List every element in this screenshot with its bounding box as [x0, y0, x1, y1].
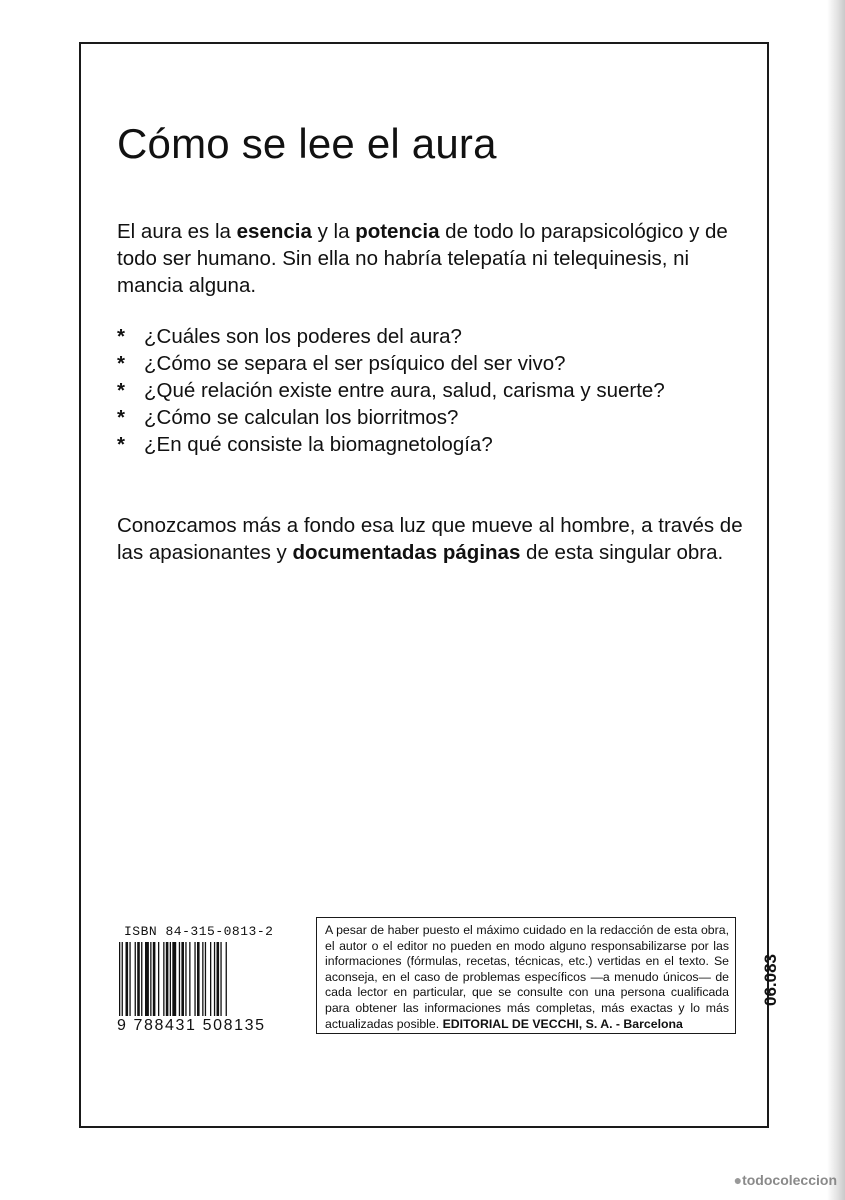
intro-text-2: y la	[311, 220, 356, 243]
list-item	[117, 377, 717, 404]
barcode-bar	[202, 942, 203, 1016]
barcode-bar	[185, 942, 186, 1016]
barcode-bar	[220, 942, 221, 1016]
intro-bold-esencia: esencia	[236, 220, 312, 243]
barcode-bar	[170, 942, 171, 1016]
barcode-bar	[129, 942, 130, 1016]
barcode-bar	[153, 942, 156, 1016]
list-item	[117, 404, 717, 431]
book-title: Cómo se lee el aura	[117, 120, 497, 167]
barcode-bar	[205, 942, 206, 1016]
barcode-bar	[166, 942, 169, 1016]
barcode-bar	[197, 942, 200, 1016]
barcode-digits: 9 788431 508135	[117, 1017, 266, 1034]
list-item	[117, 323, 717, 350]
watermark-dot-icon: ●	[733, 1172, 743, 1188]
barcode-bar	[172, 942, 176, 1016]
bullet-marker: *	[117, 379, 125, 402]
list-item	[117, 431, 717, 458]
catalog-number: 06.083	[761, 954, 780, 1006]
barcode-bar	[226, 942, 227, 1016]
book-edge-shadow	[827, 0, 845, 1200]
barcode-bar	[126, 942, 129, 1016]
intro-text-3: de todo lo parapsicológico y de todo ser humano. Sin ella no habría telepatía ni telequinesis, ni mancia alguna.	[117, 220, 728, 297]
barcode	[117, 942, 295, 1016]
watermark-brand: todocoleccion	[742, 1172, 837, 1188]
publisher-name: EDITORIAL DE VECCHI, S. A. - Barcelona	[442, 1016, 683, 1031]
question-text: ¿Qué relación existe entre aura, salud, carisma y suerte?	[144, 379, 665, 402]
barcode-bar	[122, 942, 123, 1016]
watermark	[734, 1172, 837, 1188]
barcode-bar	[137, 942, 140, 1016]
barcode-bar	[181, 942, 184, 1016]
barcode-bar	[145, 942, 149, 1016]
bullet-marker: *	[117, 325, 125, 348]
list-item	[117, 350, 717, 377]
intro-bold-potencia: potencia	[355, 220, 440, 243]
closing-text-2: de esta singular obra.	[520, 541, 724, 564]
barcode-bar	[210, 942, 211, 1016]
closing-text-1: Conozcamos más a fondo esa luz que mueve al hombre, a través de las apasionantes y	[117, 514, 743, 564]
barcode-bar	[135, 942, 136, 1016]
barcode-bar	[163, 942, 164, 1016]
isbn-label: ISBN 84-315-0813-2	[124, 924, 274, 939]
barcode-bar	[217, 942, 220, 1016]
closing-bold-documentadas: documentadas páginas	[292, 541, 521, 564]
barcode-bar	[179, 942, 180, 1016]
disclaimer-box	[316, 917, 736, 1034]
disclaimer-text: A pesar de haber puesto el máximo cuidado en la redacción de esta obra, el autor o el editor no pueden en modo alguno responsabilizarse por las informaciones (fórmulas, recetas, técnicas, etc.) vertidas en el texto. Se aconseja, en el caso de problemas específicos —a menudo únicos— de cada lector en particular, que se consulte con una persona cualificada para obtener las informaciones más completas, más exactas y lo más actualizadas posible.	[325, 923, 729, 1031]
bullet-marker: *	[117, 433, 125, 456]
intro-text-1: El aura es la	[117, 220, 237, 243]
question-text: ¿Cómo se calculan los biorritmos?	[144, 406, 459, 429]
closing-paragraph	[117, 512, 757, 566]
barcode-bar	[141, 942, 142, 1016]
bullet-marker: *	[117, 352, 125, 375]
barcode-bar	[214, 942, 215, 1016]
intro-paragraph	[117, 218, 757, 299]
bullet-marker: *	[117, 406, 125, 429]
barcode-bar	[194, 942, 195, 1016]
barcode-bar	[119, 942, 120, 1016]
question-text: ¿Cómo se separa el ser psíquico del ser vivo?	[144, 352, 566, 375]
question-text: ¿En qué consiste la biomagnetología?	[144, 433, 493, 456]
barcode-bar	[158, 942, 159, 1016]
barcode-bar	[150, 942, 151, 1016]
question-text: ¿Cuáles son los poderes del aura?	[144, 325, 462, 348]
question-list	[117, 323, 717, 458]
barcode-bar	[189, 942, 190, 1016]
